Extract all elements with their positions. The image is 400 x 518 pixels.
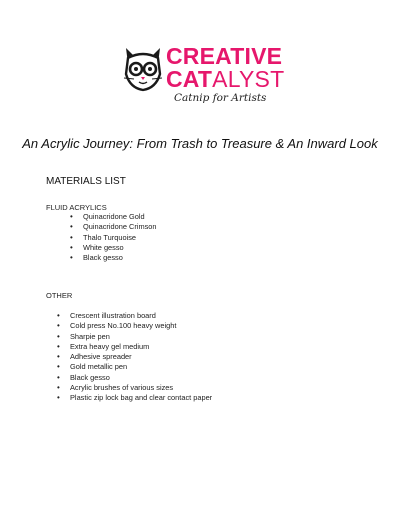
list-item: • Cold press No.100 heavy weight [70,321,212,331]
other-label: OTHER [46,291,73,300]
list-item: • Black gesso [70,373,212,383]
logo-word-alyst: ALYST [212,66,285,92]
list-item: • Quinacridone Gold [83,212,157,222]
list-item: • Adhesive spreader [70,352,212,362]
list-item: • Black gesso [83,253,157,263]
list-item: • Extra heavy gel medium [70,342,212,352]
list-item: • Gold metallic pen [70,362,212,372]
logo-word-cat: CAT [166,66,213,92]
list-item: • White gesso [83,243,157,253]
logo-word-catalyst [166,67,284,91]
list-item: • Crescent illustration board [70,311,212,321]
other-materials-list [70,311,212,404]
list-item: • Acrylic brushes of various sizes [70,383,212,393]
list-item: • Quinacridone Crimson [83,222,157,232]
fluid-acrylics-list [83,212,157,263]
list-item: • Thalo Turquoise [83,233,157,243]
creative-catalyst-logo [122,43,285,116]
logo-tagline: Catnip for Artists [174,92,267,104]
list-item: • Sharpie pen [70,332,212,342]
document-title: An Acrylic Journey: From Trash to Treasure & An Inward Look [22,136,378,151]
list-item: • Plastic zip lock bag and clear contact paper [70,393,212,403]
fluid-acrylics-label: FLUID ACRYLICS [46,203,107,212]
cat-with-glasses-icon [122,44,164,94]
materials-list-heading: MATERIALS LIST [46,176,126,187]
logo-word-creative: CREATIVE [166,43,283,69]
